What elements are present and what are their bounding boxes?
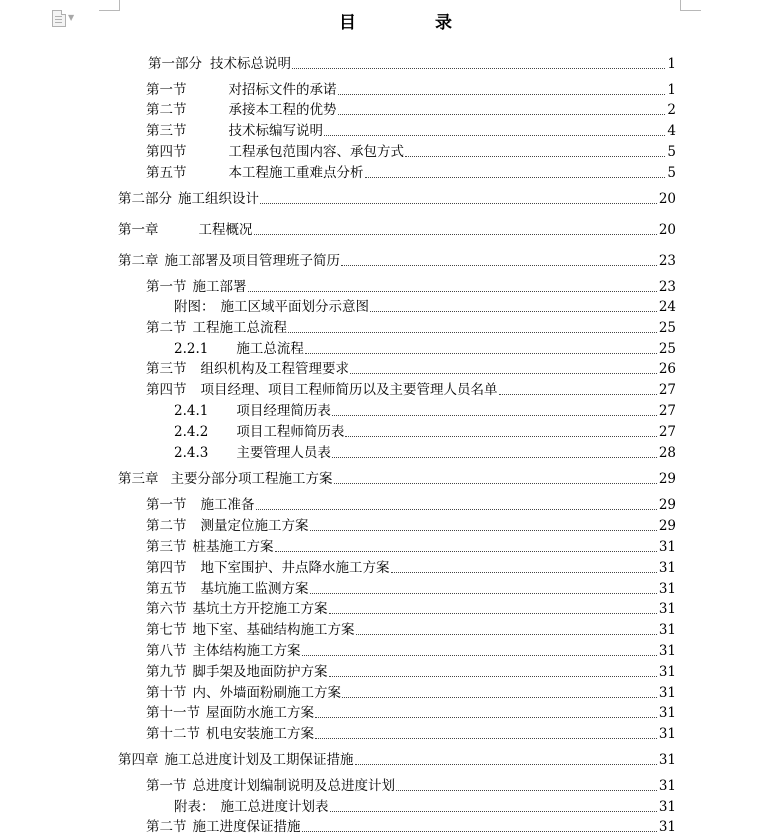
toc-entry-page-number: 1: [667, 56, 676, 72]
toc-leader-dots: [302, 654, 657, 656]
toc-entry-title: 主要管理人员表: [236, 445, 331, 461]
page-corner-mark-right: [680, 0, 701, 11]
toc-entry-page-number: 31: [658, 643, 676, 659]
toc-entry[interactable]: [118, 221, 676, 239]
toc-leader-dots: [350, 372, 657, 374]
toc-entry[interactable]: [146, 684, 676, 702]
toc-entry-title: 项目工程师简历表: [236, 424, 345, 440]
toc-leader-dots: [355, 763, 657, 765]
toc-entry-title: 施工部署及项目管理班子简历: [164, 253, 340, 269]
toc-entry-page-number: 31: [658, 664, 676, 680]
toc-entry-label: 第三节: [146, 361, 187, 377]
page-corner-mark-left: [99, 0, 120, 11]
toc-entry-page-number: 20: [658, 191, 676, 207]
toc-entry-title: 对招标文件的承诺: [228, 82, 337, 98]
toc-entry-title: 基坑施工监测方案: [200, 581, 309, 597]
toc-entry-page-number: 25: [658, 341, 676, 357]
toc-entry[interactable]: [118, 190, 676, 208]
toc-entry-title: 施工总进度计划及工期保证措施: [164, 752, 354, 768]
toc-entry-page-number: 31: [658, 539, 676, 555]
toc-entry-page-number: 4: [667, 123, 676, 139]
toc-leader-dots: [248, 290, 657, 292]
toc-entry-label: 第二节: [146, 102, 187, 118]
toc-entry-title: 项目经理、项目工程师简历以及主要管理人员名单: [200, 382, 498, 398]
toc-entry-page-number: 23: [658, 253, 676, 269]
toc-leader-dots: [288, 331, 657, 333]
toc-entry[interactable]: [146, 642, 676, 660]
toc-entry-title: 基坑土方开挖施工方案: [192, 601, 328, 617]
toc-entry-label: 第九节: [146, 664, 187, 680]
toc-entry-page-number: 27: [658, 403, 676, 419]
toc-entry-title: 施工部署: [192, 279, 247, 295]
toc-entry-title: 机电安装施工方案: [206, 726, 314, 742]
toc-entry[interactable]: [146, 538, 676, 556]
toc-entry[interactable]: [146, 818, 676, 836]
toc-entry-label: 第四章: [118, 752, 159, 768]
toc-entry-page-number: 29: [658, 497, 676, 513]
toc-entry[interactable]: [146, 122, 676, 140]
toc-entry-title: 施工进度保证措施: [192, 819, 301, 835]
toc-entry-page-number: 31: [658, 560, 676, 576]
toc-entry-page-number: 31: [658, 819, 676, 835]
dropdown-caret-icon[interactable]: ▼: [68, 13, 75, 22]
toc-entry-label: 2.4.1: [174, 403, 209, 419]
toc-entry-title: 工程施工总流程: [192, 320, 287, 336]
toc-entry[interactable]: [174, 798, 676, 816]
toc-entry[interactable]: [148, 55, 676, 73]
toc-entry-title: 项目经理简历表: [236, 403, 331, 419]
toc-entry-title: 施工组织设计: [178, 191, 259, 207]
toc-entry-title: 施工区域平面划分示意图: [220, 299, 369, 315]
toc-entry-title: 施工准备: [200, 497, 255, 513]
toc-entry-label: 第四节: [146, 560, 187, 576]
toc-leader-dots: [315, 737, 657, 739]
toc-leader-dots: [324, 134, 665, 136]
toc-entry-page-number: 29: [658, 518, 676, 534]
toc-entry[interactable]: [146, 360, 676, 378]
toc-leader-dots: [341, 264, 657, 266]
toc-leader-dots: [499, 393, 657, 395]
toc-entry[interactable]: [146, 381, 676, 399]
toc-entry-label: 第一节: [146, 497, 187, 513]
toc-entry-page-number: 5: [667, 165, 676, 181]
toc-entry-title: 施工总流程: [236, 341, 304, 357]
toc-entry-label: 第十一节: [146, 705, 200, 721]
toc-entry-page-number: 31: [658, 601, 676, 617]
title-char-1: 目: [339, 13, 356, 33]
toc-entry-title: 工程概况: [198, 222, 253, 238]
toc-entry[interactable]: [174, 444, 676, 462]
toc-entry[interactable]: [118, 751, 676, 769]
toc-entry-page-number: 31: [658, 726, 676, 742]
toc-leader-dots: [396, 789, 657, 791]
toc-entry-title: 脚手架及地面防护方案: [192, 664, 328, 680]
toc-entry-label: 第二节: [146, 819, 187, 835]
toc-entry-title: 地下室、基础结构施工方案: [192, 622, 355, 638]
document-icon[interactable]: [52, 10, 66, 27]
toc-entry-title: 施工总进度计划表: [220, 799, 329, 815]
toc-entry-label: 第三节: [146, 539, 187, 555]
toc-entry-label: 2.4.2: [174, 424, 209, 440]
toc-entry-page-number: 31: [658, 705, 676, 721]
toc-leader-dots: [370, 310, 657, 312]
toc-entry[interactable]: [118, 470, 676, 488]
toc-entry-label: 第二节: [146, 320, 187, 336]
toc-leader-dots: [342, 696, 657, 698]
toc-entry-page-number: 26: [658, 361, 676, 377]
toc-entry[interactable]: [146, 496, 676, 514]
toc-leader-dots: [345, 435, 656, 437]
toc-entry-title: 屋面防水施工方案: [206, 705, 314, 721]
toc-leader-dots: [338, 93, 666, 95]
toc-leader-dots: [260, 202, 657, 204]
toc-entry-page-number: 29: [658, 471, 676, 487]
toc-entry-label: 第一章: [118, 222, 159, 238]
toc-leader-dots: [315, 716, 657, 718]
toc-entry-label: 第一部分: [148, 56, 202, 72]
toc-entry-title: 地下室围护、井点降水施工方案: [200, 560, 390, 576]
toc-entry[interactable]: [146, 278, 676, 296]
toc-entry-label: 第五节: [146, 581, 187, 597]
toc-leader-dots: [256, 508, 657, 510]
toc-entry-title: 承接本工程的优势: [228, 102, 337, 118]
toc-leader-dots: [405, 155, 665, 157]
toc-entry-page-number: 20: [658, 222, 676, 238]
toc-leader-dots: [365, 176, 666, 178]
toc-entry[interactable]: [146, 143, 676, 161]
toc-entry[interactable]: [146, 81, 676, 99]
toc-entry-label: 第十节: [146, 685, 187, 701]
toc-entry[interactable]: [146, 101, 676, 119]
toc-entry-label: 第七节: [146, 622, 187, 638]
toc-entry-label: 第六节: [146, 601, 187, 617]
toc-entry-title: 内、外墙面粉刷施工方案: [192, 685, 341, 701]
toc-leader-dots: [310, 529, 657, 531]
toc-entry[interactable]: [146, 559, 676, 577]
toc-entry-page-number: 28: [658, 445, 676, 461]
toc-leader-dots: [334, 482, 657, 484]
toc-leader-dots: [305, 352, 657, 354]
toc-entry-page-number: 31: [658, 622, 676, 638]
toc-leader-dots: [302, 830, 657, 832]
toc-leader-dots: [254, 233, 657, 235]
toc-entry-page-number: 31: [658, 778, 676, 794]
toc-entry-label: 第二节: [146, 518, 187, 534]
toc-leader-dots: [356, 633, 657, 635]
toc-entry-label: 2.4.3: [174, 445, 209, 461]
toc-entry[interactable]: [146, 580, 676, 598]
toc-entry-title: 技术标编写说明: [228, 123, 323, 139]
toc-entry[interactable]: [146, 517, 676, 535]
toc-entry-title: 主要分部分项工程施工方案: [170, 471, 333, 487]
toc-entry-title: 桩基施工方案: [192, 539, 274, 555]
toc-entry-page-number: 27: [658, 382, 676, 398]
toc-entry-title: 主体结构施工方案: [192, 643, 301, 659]
toc-entry-title: 技术标总说明: [210, 56, 291, 72]
toc-leader-dots: [338, 113, 666, 115]
toc-leader-dots: [330, 810, 657, 812]
toc-entry[interactable]: [146, 600, 676, 618]
toc-entry-page-number: 25: [658, 320, 676, 336]
toc-entry-label: 第四节: [146, 144, 187, 160]
title-char-2: 录: [435, 13, 452, 33]
toc-entry-label: 第三节: [146, 123, 187, 139]
toc-entry[interactable]: [146, 777, 676, 795]
toc-leader-dots: [332, 414, 657, 416]
toc-entry-title: 组织机构及工程管理要求: [200, 361, 349, 377]
toc-entry-page-number: 31: [658, 685, 676, 701]
toc-entry-label: 附表：: [174, 799, 215, 815]
toc-leader-dots: [329, 675, 657, 677]
toc-entry-page-number: 31: [658, 799, 676, 815]
toc-entry-page-number: 2: [667, 102, 676, 118]
toc-entry[interactable]: [174, 340, 676, 358]
toc-entry-label: 第二章: [118, 253, 159, 269]
toc-entry-label: 第一节: [146, 279, 187, 295]
toc-entry[interactable]: [146, 164, 676, 182]
toc-entry-page-number: 31: [658, 752, 676, 768]
toc-entry-label: 第四节: [146, 382, 187, 398]
toc-entry[interactable]: [146, 725, 676, 743]
toc-entry[interactable]: [146, 704, 676, 722]
toc-leader-dots: [275, 550, 657, 552]
toc-entry-title: 测量定位施工方案: [200, 518, 309, 534]
toc-entry-page-number: 5: [667, 144, 676, 160]
toc-leader-dots: [292, 67, 665, 69]
toc-entry-label: 第五节: [146, 165, 187, 181]
toc-entry[interactable]: [118, 252, 676, 270]
toc-entry[interactable]: [174, 402, 676, 420]
toc-entry-title: 总进度计划编制说明及总进度计划: [192, 778, 395, 794]
toc-leader-dots: [329, 612, 657, 614]
toc-entry-label: 第一节: [146, 778, 187, 794]
toc-leader-dots: [332, 456, 657, 458]
toc-entry[interactable]: [174, 423, 676, 441]
toc-entry[interactable]: [146, 663, 676, 681]
toc-entry-label: 第一节: [146, 82, 187, 98]
toc-entry-page-number: 31: [658, 581, 676, 597]
toc-leader-dots: [310, 592, 657, 594]
toc-entry-label: 第十二节: [146, 726, 200, 742]
toc-entry-label: 2.2.1: [174, 341, 209, 357]
toc-leader-dots: [391, 571, 657, 573]
toc-entry-page-number: 23: [658, 279, 676, 295]
toc-entry-page-number: 1: [667, 82, 676, 98]
toc-entry-page-number: 27: [658, 424, 676, 440]
toc-entry[interactable]: [146, 319, 676, 337]
toc-entry[interactable]: [174, 298, 676, 316]
toc-entry-page-number: 24: [658, 299, 676, 315]
toc-entry-label: 第八节: [146, 643, 187, 659]
toc-entry-title: 本工程施工重难点分析: [228, 165, 364, 181]
toc-entry[interactable]: [146, 621, 676, 639]
toc-entry-label: 附图：: [174, 299, 215, 315]
toc-entry-label: 第二部分: [118, 191, 172, 207]
toc-entry-title: 工程承包范围内容、承包方式: [228, 144, 404, 160]
toc-entry-label: 第三章: [118, 471, 159, 487]
